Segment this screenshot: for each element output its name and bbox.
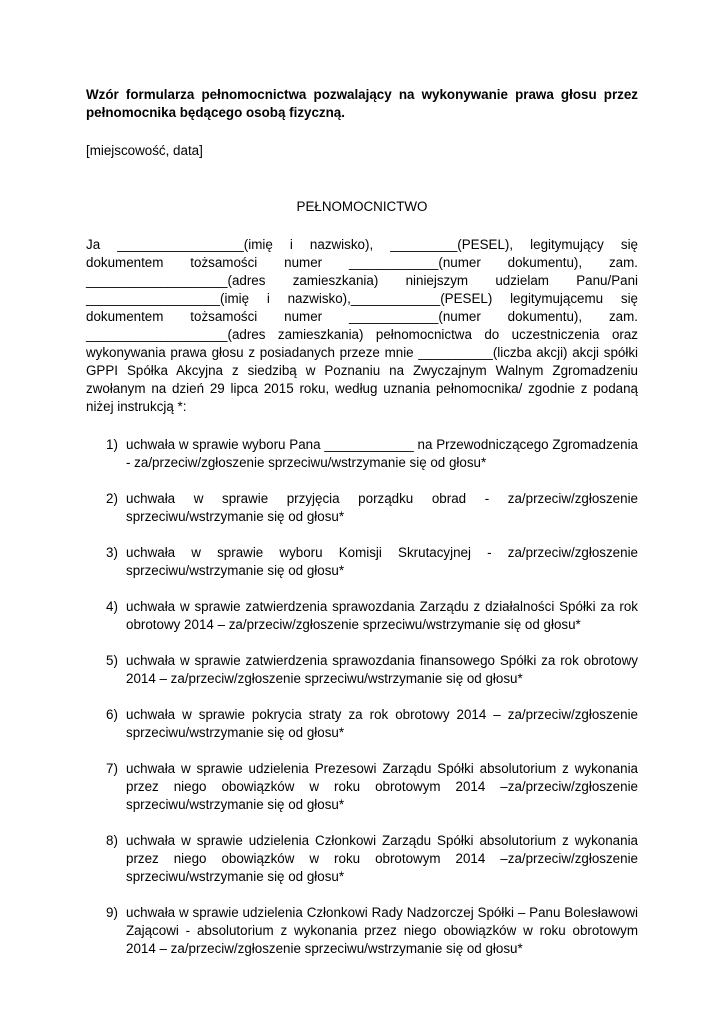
- resolution-text: uchwała w sprawie zatwierdzenia sprawozdania Zarządu z działalności Spółki za rok obrotowy 2014 – za/przeciw/zgłoszenie sprzeciwu/wstrzymanie się od głosu*: [126, 599, 638, 632]
- resolution-text: uchwała w sprawie zatwierdzenia sprawozdania finansowego Spółki za rok obrotowy 2014 – za/przeciw/zgłoszenie sprzeciwu/wstrzymanie się od głosu*: [126, 653, 638, 686]
- resolution-text: uchwała w sprawie przyjęcia porządku obrad - za/przeciw/zgłoszenie sprzeciwu/wstrzymanie się od głosu*: [126, 491, 638, 524]
- resolution-text: uchwała w sprawie pokrycia straty za rok obrotowy 2014 – za/przeciw/zgłoszenie sprzeciwu/wstrzymanie się od głosu*: [126, 707, 638, 740]
- resolution-item: [86, 436, 638, 472]
- document-heading: PEŁNOMOCNICTWO: [296, 199, 428, 214]
- resolution-item: [86, 652, 638, 688]
- resolution-number: 5): [106, 653, 118, 668]
- intro-paragraph: Ja _________________(imię i nazwisko), _________(PESEL), legitymujący się dokumentem tożsamości numer ____________(numer dokumentu), zam. ___________________(adres zamieszkania) niniejszym udzielam Panu/Pani __________________(imię i nazwisko),____________(PESEL) legitymującemu się dokumentem tożsamości numer ____________(numer dokumentu), zam. ___________________(adres zamieszkania) pełnomocnictwa do uczestniczenia oraz wykonywania prawa głosu z posiadanych przeze mnie __________(liczba akcji) akcji spółki GPPI Spółka Akcyjna z siedzibą w Poznaniu na Zwyczajnym Walnym Zgromadzeniu zwołanym na dzień 29 lipca 2015 roku, według uznania pełnomocnika/ zgodnie z podaną niżej instrukcją *:: [86, 237, 638, 414]
- resolution-item: [86, 598, 638, 634]
- resolution-text: uchwała w sprawie udzielenia Członkowi Rady Nadzorczej Spółki – Panu Bolesławowi Zającowi - absolutorium z wykonania przez niego obowiązków w roku obrotowym 2014 – za/przeciw/zgłoszenie sprzeciwu/wstrzymanie się od głosu*: [126, 905, 638, 956]
- resolution-number: 1): [106, 437, 118, 452]
- resolution-text: uchwała w sprawie wyboru Komisji Skrutacyjnej - za/przeciw/zgłoszenie sprzeciwu/wstrzymanie się od głosu*: [126, 545, 638, 578]
- document-title: Wzór formularza pełnomocnictwa pozwalający na wykonywanie prawa głosu przez pełnomocnika będącego osobą fizyczną.: [86, 87, 638, 120]
- resolution-item: [86, 706, 638, 742]
- resolution-number: 3): [106, 545, 118, 560]
- resolution-item: [86, 904, 638, 958]
- resolution-text: uchwała w sprawie udzielenia Członkowi Zarządu Spółki absolutorium z wykonania przez niego obowiązków w roku obrotowym 2014 –za/przeciw/zgłoszenie sprzeciwu/wstrzymanie się od głosu*: [126, 833, 638, 884]
- resolution-number: 7): [106, 761, 118, 776]
- resolution-number: 2): [106, 491, 118, 506]
- resolution-item: [86, 544, 638, 580]
- resolution-item: [86, 832, 638, 886]
- resolution-list: [86, 436, 638, 958]
- resolution-item: [86, 490, 638, 526]
- resolution-item: [86, 760, 638, 814]
- resolution-number: 4): [106, 599, 118, 614]
- resolution-number: 9): [106, 905, 118, 920]
- resolution-number: 8): [106, 833, 118, 848]
- resolution-text: uchwała w sprawie wyboru Pana ____________ na Przewodniczącego Zgromadzenia - za/przeciw/zgłoszenie sprzeciwu/wstrzymanie się od głosu*: [126, 437, 638, 470]
- place-date-field: [miejscowość, data]: [86, 143, 203, 158]
- document-page: [86, 86, 638, 976]
- resolution-text: uchwała w sprawie udzielenia Prezesowi Zarządu Spółki absolutorium z wykonania przez niego obowiązków w roku obrotowym 2014 –za/przeciw/zgłoszenie sprzeciwu/wstrzymanie się od głosu*: [126, 761, 638, 812]
- resolution-number: 6): [106, 707, 118, 722]
